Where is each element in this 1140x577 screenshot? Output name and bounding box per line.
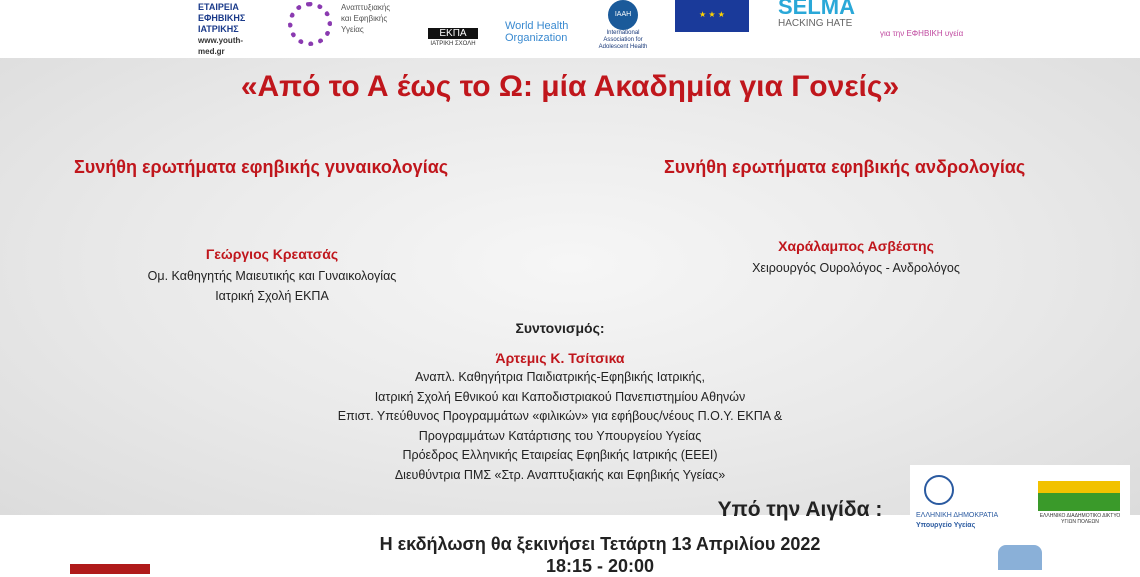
eeei-url: www.youth-med.gr <box>198 36 244 56</box>
coordinator-affiliation <box>300 368 820 485</box>
left-line: Ιατρική Σχολή ΕΚΠΑ <box>215 289 329 303</box>
efhviki-text: για την ΕΦΗΒΙΚΗ υγεία <box>880 29 964 38</box>
selma-text: SELMA <box>778 0 855 19</box>
left-line: Ομ. Καθηγητής Μαιευτικής και Γυναικολογίας <box>147 269 397 283</box>
pms-logo <box>286 2 396 35</box>
pms-text: Αναπτυξιακής και Εφηβικής Υγείας <box>341 3 391 34</box>
eu-flag-logo: ★ ★ ★ <box>675 0 749 32</box>
building-icon <box>998 545 1042 570</box>
left-speaker: Γεώργιος Κρεατσάς <box>205 246 339 262</box>
coord-line: Διευθύντρια ΠΜΣ «Στρ. Αναπτυξιακής και Εφηβικής Υγείας» <box>394 467 726 482</box>
ekpa-sub: ΙΑΤΡΙΚΗ ΣΧΟΛΗ <box>430 41 476 47</box>
coord-line: Πρόεδρος Ελληνικής Εταιρείας Εφηβικής Ιατρικής (ΕΕΕΙ) <box>402 448 718 462</box>
right-speaker: Χαράλαμπος Ασβέστης <box>778 238 934 254</box>
ekpa-text: ΕΚΠΑ <box>428 28 478 39</box>
iaah-logo <box>592 0 654 51</box>
who-logo <box>505 20 571 44</box>
eeei-logo <box>176 2 261 57</box>
ministry-logo <box>916 511 998 531</box>
sponsor-logos <box>0 0 1140 58</box>
aegis-label: Υπό την Αιγίδα : <box>717 498 883 521</box>
ministry-sub: Υπουργείο Υγείας <box>916 522 976 529</box>
left-affiliation <box>100 266 444 306</box>
aegis-logos <box>910 465 1130 570</box>
coordinator-name: Άρτεμις Κ. Τσίτσικα <box>495 350 625 366</box>
coord-line: Επιστ. Υπεύθυνος Προγραμμάτων «φιλικών» για εφήβους/νέους Π.Ο.Υ. ΕΚΠΑ & <box>337 409 783 423</box>
right-affiliation: Χειρουργός Ουρολόγος - Ανδρολόγος <box>752 261 960 275</box>
event-date: Η εκδήλωση θα ξεκινήσει Τετάρτη 13 Απριλίου 2022 <box>379 534 821 554</box>
coord-line: Προγραμμάτων Κατάρτισης του Υπουργείου Υγείας <box>418 428 702 443</box>
left-topic: Συνήθη ερωτήματα εφηβικής γυναικολογίας <box>74 157 449 177</box>
iaah-text: IAAH <box>608 0 638 30</box>
ekpa-logo <box>428 28 478 50</box>
circle-people-icon <box>288 2 332 46</box>
network-text: ΕΛΛΗΝΙΚΟ ΔΙΑΔΗΜΟΤΙΚΟ ΔΙΚΤΥΟ ΥΓΙΩΝ ΠΟΛΕΩΝ <box>1039 513 1121 525</box>
efhviki-logo <box>880 28 990 39</box>
ministry-text: ΕΛΛΗΝΙΚΗ ΔΗΜΟΚΡΑΤΙΑ <box>916 512 999 519</box>
event-time: 18:15 - 20:00 <box>545 556 655 576</box>
eeei-text: ΕΤΑΙΡΕΙΑ ΕΦΗΒΙΚΗΣ ΙΑΤΡΙΚΗΣ <box>198 2 246 34</box>
selma-sub: HACKING HATE <box>778 18 853 29</box>
iaah-sub: International Association for Adolescent Health <box>598 30 648 50</box>
coord-line: Ιατρική Σχολή Εθνικού και Καποδιστριακού Πανεπιστημίου Αθηνών <box>374 389 746 404</box>
coord-line: Αναπλ. Καθηγήτρια Παιδιατρικής-Εφηβικής Ιατρικής, <box>415 370 705 384</box>
coordination-label: Συντονισμός: <box>515 320 605 336</box>
healthy-cities-icon <box>1038 481 1120 511</box>
page-title: «Από το Α έως το Ω: μία Ακαδημία για Γονείς» <box>240 70 900 103</box>
who-text: World Health Organization <box>505 20 569 44</box>
greek-emblem-icon <box>924 475 954 505</box>
red-logo-fragment <box>70 564 150 574</box>
right-topic: Συνήθη ερωτήματα εφηβικής ανδρολογίας <box>664 157 1026 177</box>
selma-logo <box>778 0 868 30</box>
